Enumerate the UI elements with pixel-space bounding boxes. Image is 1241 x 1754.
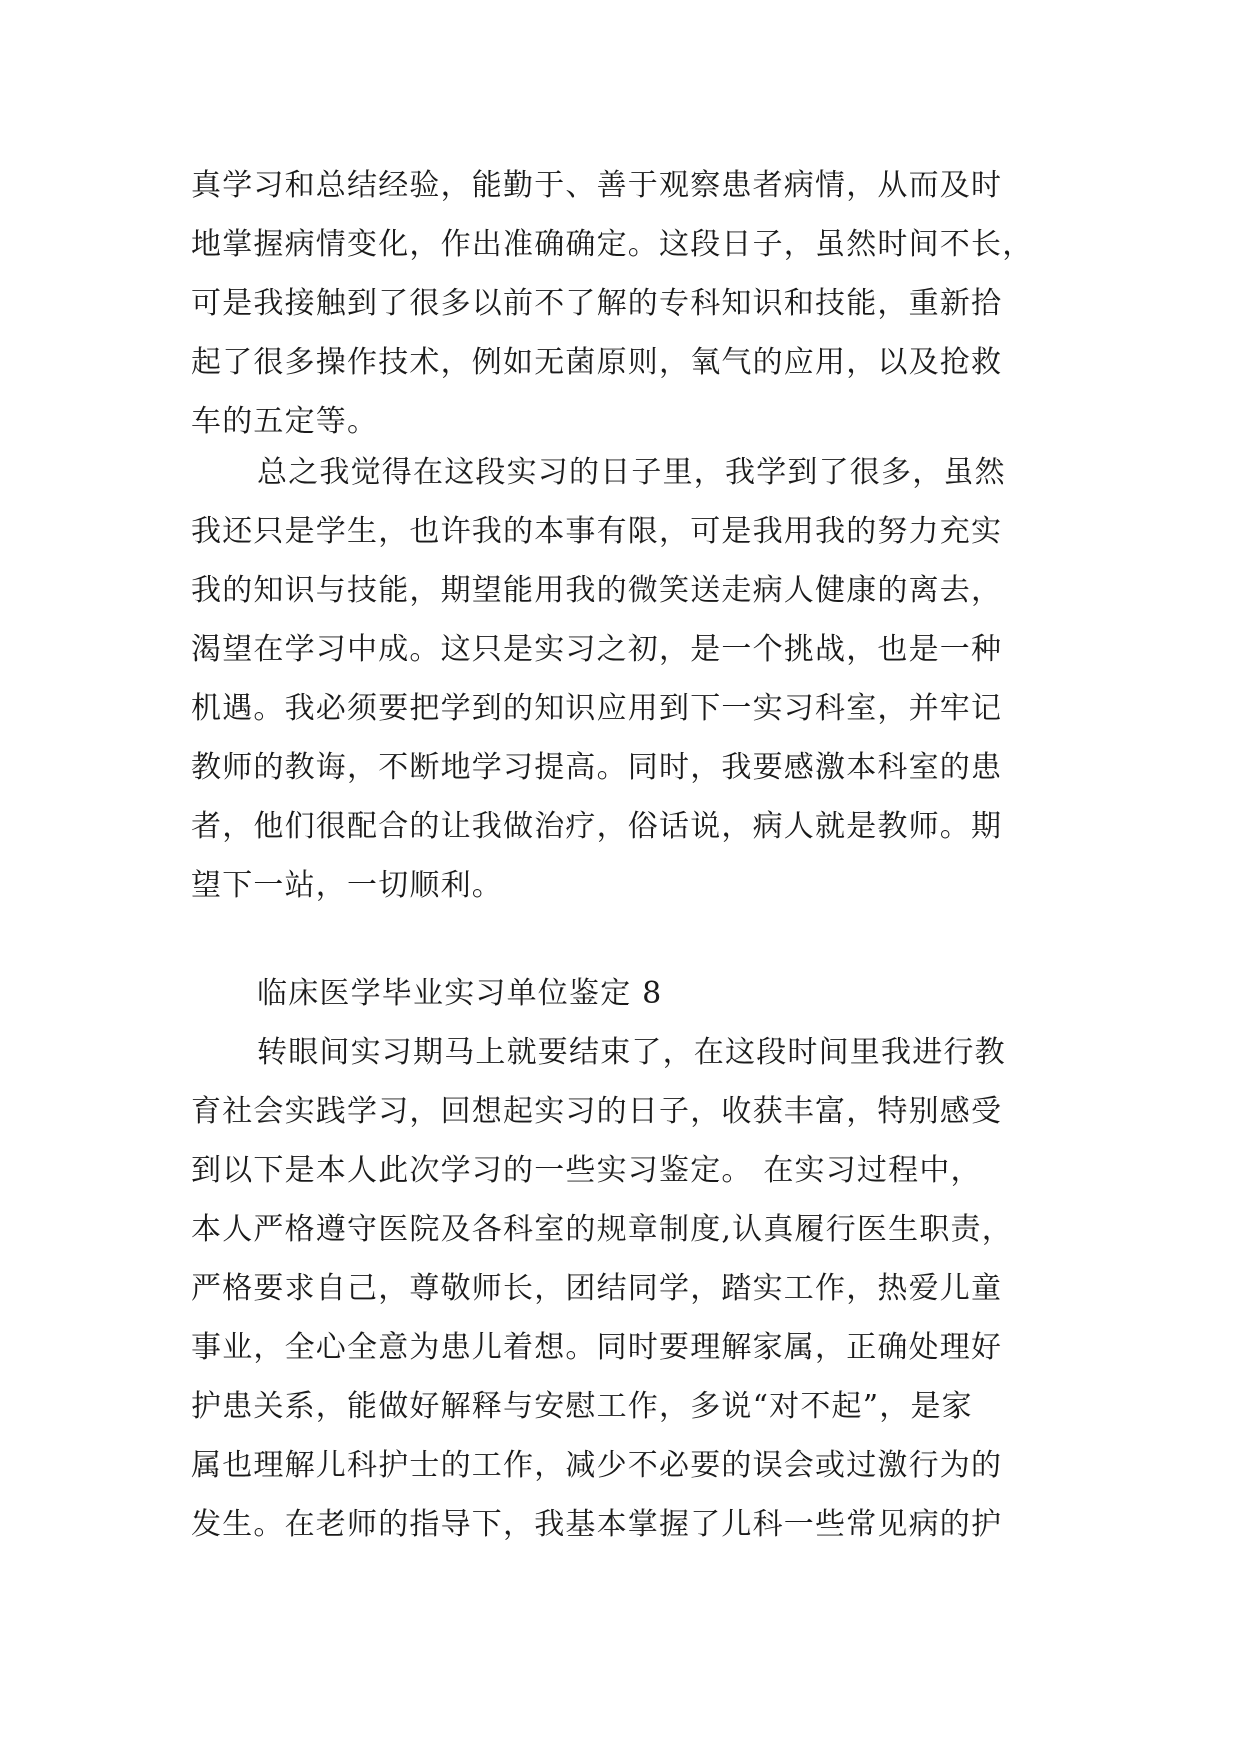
text-line: 车的五定等。 (191, 404, 379, 439)
text-line: 可是我接触到了很多以前不了解的专科知识和技能，重新拾 (191, 286, 1003, 321)
text-line: 发生。在老师的指导下，我基本掌握了儿科一些常见病的护 (191, 1507, 1003, 1542)
text-line: 到以下是本人此次学习的一些实习鉴定。 在实习过程中， (191, 1153, 982, 1188)
text-line: 我的知识与技能，期望能用我的微笑送走病人健康的离去， (191, 573, 1003, 608)
text-line: 起了很多操作技术，例如无菌原则，氧气的应用，以及抢救 (191, 345, 1003, 380)
text-line: 事业，全心全意为患儿着想。同时要理解家属，正确处理好 (191, 1330, 1003, 1365)
text-line: 护患关系，能做好解释与安慰工作，多说“对不起”，是家 (191, 1389, 973, 1424)
section-title: 临床医学毕业实习单位鉴定 8 (257, 976, 663, 1011)
text-line: 渴望在学习中成。这只是实习之初，是一个挑战，也是一种 (191, 632, 1003, 667)
text-line: 机遇。我必须要把学到的知识应用到下一实习科室，并牢记 (191, 691, 1003, 726)
text-line: 望下一站，一切顺利。 (191, 868, 503, 903)
text-line: 育社会实践学习，回想起实习的日子，收获丰富，特别感受 (191, 1094, 1003, 1129)
text-line: 属也理解儿科护士的工作，减少不必要的误会或过激行为的 (191, 1448, 1003, 1483)
section-heading (191, 964, 1051, 1023)
paragraph-3 (191, 1023, 1051, 1554)
text-line: 教师的教诲，不断地学习提高。同时，我要感激本科室的患 (191, 750, 1003, 785)
text-line: 地掌握病情变化，作出准确确定。这段日子，虽然时间不长， (191, 227, 1034, 262)
text-line: 严格要求自己，尊敬师长，团结同学，踏实工作，热爱儿童 (191, 1271, 1003, 1306)
text-line: 本人严格遵守医院及各科室的规章制度,认真履行医生职责， (191, 1212, 1013, 1247)
text-line: 转眼间实习期马上就要结束了，在这段时间里我进行教 (257, 1035, 1006, 1070)
text-line: 者，他们很配合的让我做治疗，俗话说，病人就是教师。期 (191, 809, 1003, 844)
paragraph-2 (191, 443, 1051, 915)
text-line: 总之我觉得在这段实习的日子里，我学到了很多，虽然 (257, 455, 1006, 490)
text-line: 我还只是学生，也许我的本事有限，可是我用我的努力充实 (191, 514, 1003, 549)
text-line: 真学习和总结经验，能勤于、善于观察患者病情，从而及时 (191, 168, 1003, 203)
paragraph-1 (191, 156, 1051, 451)
